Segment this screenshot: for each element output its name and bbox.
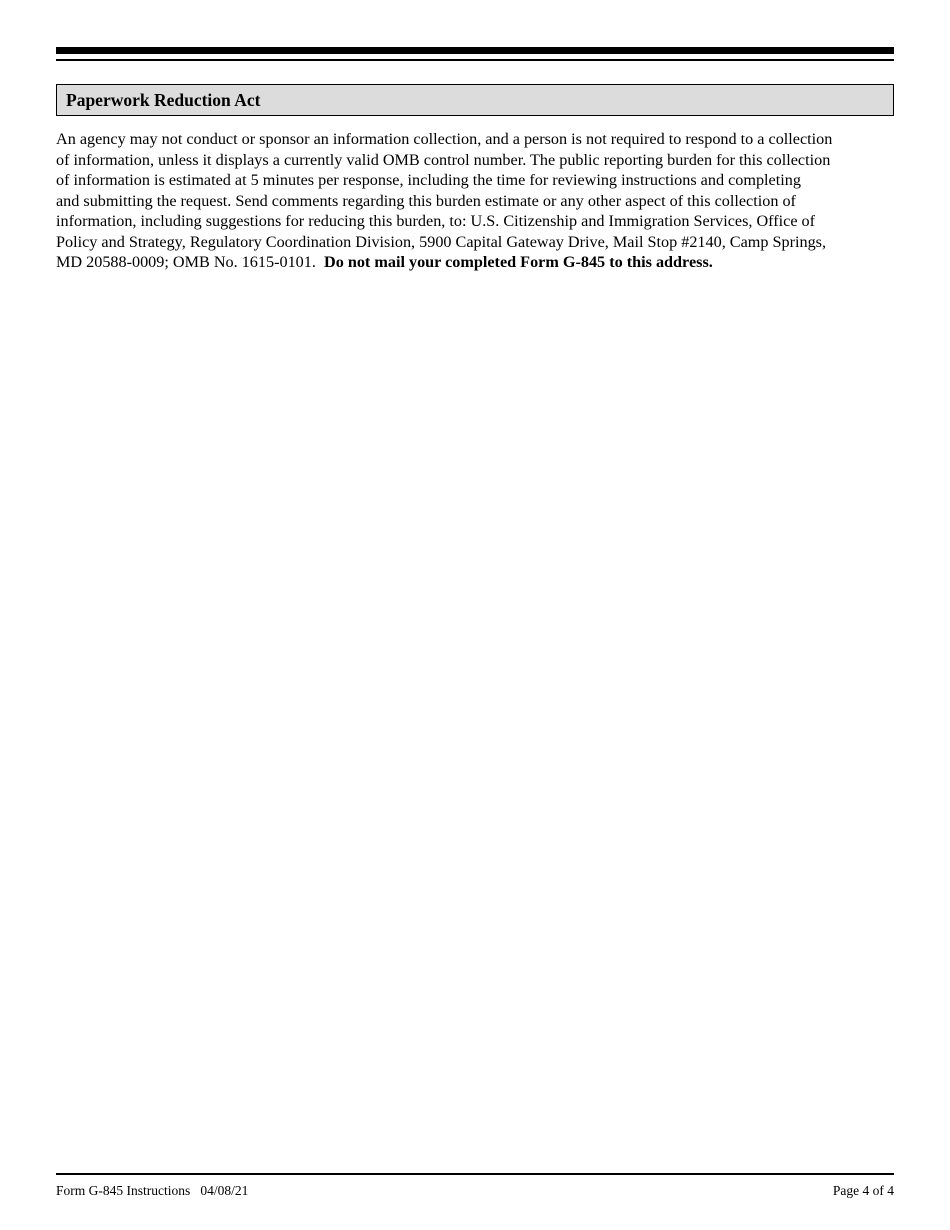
footer-rule [56, 1173, 894, 1175]
section-title: Paperwork Reduction Act [66, 89, 261, 110]
paragraph-line-last [56, 252, 894, 273]
footer-edition-date: 04/08/21 [200, 1183, 249, 1198]
footer-form-info [56, 1183, 248, 1199]
top-rule-thin [56, 59, 894, 61]
paperwork-reduction-paragraph [56, 129, 894, 273]
top-rule-thick [56, 47, 894, 54]
paragraph-line: An agency may not conduct or sponsor an information collection, and a person is not required to respond to a collection [56, 130, 833, 148]
footer-form-name: Form G-845 Instructions [56, 1183, 191, 1198]
paragraph-line: information, including suggestions for reducing this burden, to: U.S. Citizenship and Immigration Services, Office of [56, 212, 816, 230]
paragraph-line: of information, unless it displays a currently valid OMB control number. The public reporting burden for this collection [56, 150, 831, 169]
section-header [56, 84, 894, 116]
footer-page-number: Page 4 of 4 [832, 1183, 894, 1198]
do-not-mail-notice: Do not mail your completed Form G-845 to this address. [324, 253, 713, 271]
paragraph-line: and submitting the request. Send comments regarding this burden estimate or any other aspect of this collection of [56, 191, 796, 210]
paragraph-line: of information is estimated at 5 minutes per response, including the time for reviewing instructions and completing [56, 171, 801, 189]
paragraph-line-text: MD 20588-0009; OMB No. 1615-0101. [56, 253, 316, 271]
paragraph-line: Policy and Strategy, Regulatory Coordination Division, 5900 Capital Gateway Drive, Mail Stop #2140, Camp Springs, [56, 232, 827, 251]
